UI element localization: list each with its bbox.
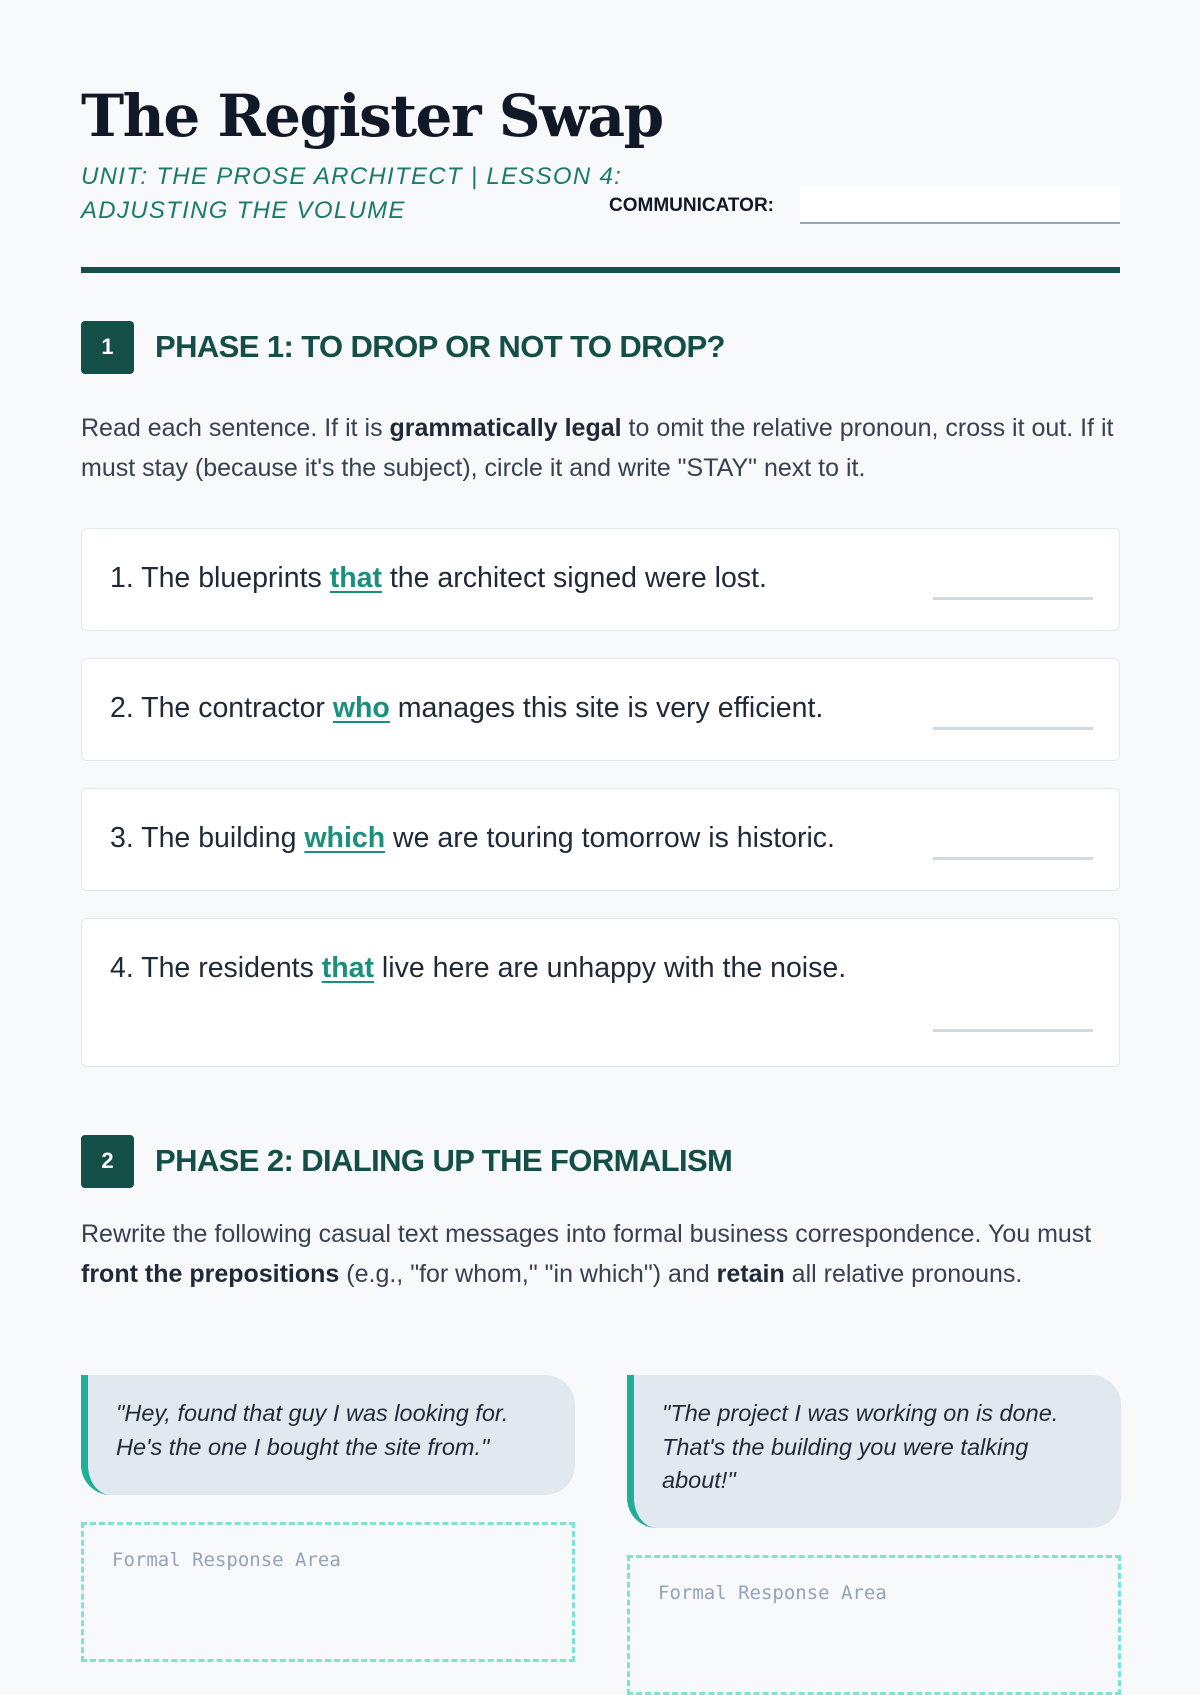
phase-2-instructions xyxy=(81,1214,1120,1294)
sentence-card-1 xyxy=(81,528,1120,631)
phase-2-title: PHASE 2: DIALING UP THE FORMALISM xyxy=(155,1143,733,1178)
relative-pronoun[interactable]: that xyxy=(321,952,375,984)
sentence-3-text: 3. The building which we are touring tomorrow is historic. xyxy=(110,822,835,854)
formal-response-area-1[interactable] xyxy=(81,1522,575,1662)
worksheet-title: The Register Swap xyxy=(81,82,663,150)
header-divider xyxy=(81,267,1120,273)
unit-lesson-subtitle: UNIT: THE PROSE ARCHITECT | LESSON 4: ADJUSTING THE VOLUME xyxy=(81,163,623,224)
sentence-card-4 xyxy=(81,918,1120,1067)
casual-message-1: "Hey, found that guy I was looking for. He's the one I bought the site from." xyxy=(81,1375,575,1495)
sentence-4-text: 4. The residents that live here are unhappy with the noise. xyxy=(110,952,847,984)
sentence-2-answer-field[interactable] xyxy=(933,701,1093,730)
instruction-text: all relative pronouns. xyxy=(784,1260,1023,1288)
phase-1-number-badge: 1 xyxy=(81,321,134,374)
phase-1-heading xyxy=(81,320,725,374)
phase-1-title: PHASE 1: TO DROP OR NOT TO DROP? xyxy=(155,329,725,364)
relative-pronoun[interactable]: who xyxy=(332,692,390,724)
instruction-emphasis: front the prepositions xyxy=(81,1260,340,1288)
sentence-3-answer-field[interactable] xyxy=(933,831,1093,860)
communicator-label: COMMUNICATOR: xyxy=(609,195,774,216)
instruction-emphasis: retain xyxy=(716,1260,785,1288)
casual-message-2: "The project I was working on is done. That's the building you were talking about!" xyxy=(627,1375,1121,1528)
sentence-card-2 xyxy=(81,658,1120,761)
sentence-1-answer-field[interactable] xyxy=(933,571,1093,600)
instruction-text: Rewrite the following casual text messages into formal business correspondence. You must xyxy=(81,1220,1092,1248)
instruction-emphasis: grammatically legal xyxy=(389,414,622,442)
sentence-1-text: 1. The blueprints that the architect signed were lost. xyxy=(110,562,767,594)
instruction-text: (e.g., "for whom," "in which") and xyxy=(339,1260,717,1288)
communicator-name-field[interactable] xyxy=(800,186,1120,224)
instruction-text: Read each sentence. If it is xyxy=(81,414,390,442)
instruction-text: to omit the relative pronoun, cross it out. If it must stay (because it's the subject), circle it and write "STAY" next to it. xyxy=(81,414,1114,482)
sentence-card-3 xyxy=(81,788,1120,891)
formal-response-area-2[interactable] xyxy=(627,1555,1121,1695)
phase-2-heading xyxy=(81,1134,732,1188)
sentence-2-text: 2. The contractor who manages this site is very efficient. xyxy=(110,692,824,724)
relative-pronoun[interactable]: which xyxy=(304,822,386,854)
sentence-4-answer-field[interactable] xyxy=(933,1003,1093,1032)
relative-pronoun[interactable]: that xyxy=(329,562,382,594)
phase-2-number-badge: 2 xyxy=(81,1135,134,1188)
phase-1-instructions xyxy=(81,408,1120,488)
